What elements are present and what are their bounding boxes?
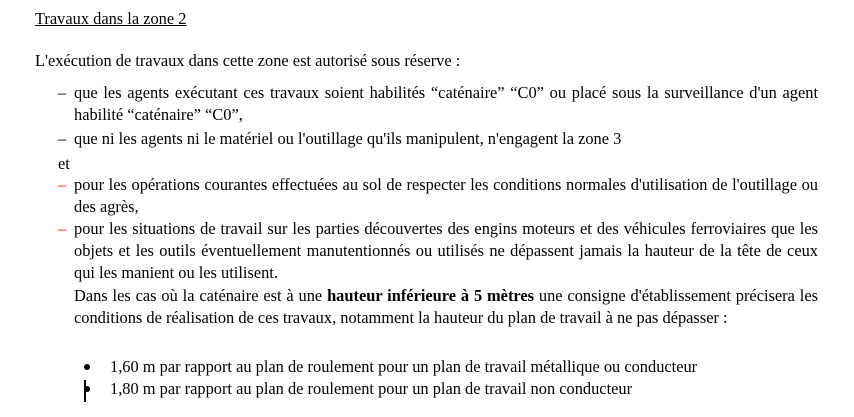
list-item-text: 1,80 m par rapport au plan de roulement pour un plan de travail non conducteur: [110, 379, 633, 398]
condition-text: que les agents exécutant ces travaux soient habilités “caténaire” “C0” ou placé sous la surveillance d'un agent habilité “caténaire” “C0”,: [74, 83, 818, 124]
condition-text: que ni les agents ni le matériel ou l'outillage qu'ils manipulent, n'engagent la zone 3: [74, 129, 622, 148]
dash-marker: –: [58, 129, 67, 148]
paragraph-text-before: Dans les cas où la caténaire est à une: [74, 286, 328, 305]
section-heading: Travaux dans la zone 2: [35, 9, 187, 28]
paragraph-bold-text: hauteur inférieure à 5 mètres: [327, 286, 535, 305]
intro-sentence: L'exécution de travaux dans cette zone est autorisé sous réserve :: [35, 51, 461, 70]
paragraph-text-after: une consigne d'établissement précisera les conditions de réalisation de ces travaux, notamment la hauteur du plan de travail à ne pas dépasser :: [74, 286, 818, 327]
list-item-text: 1,60 m par rapport au plan de roulement pour un plan de travail métallique ou conducteur: [110, 357, 698, 376]
condition-item: [58, 128, 818, 150]
height-paragraph: [74, 285, 818, 329]
connector-word: et: [58, 154, 70, 173]
condition-text: pour les situations de travail sur les parties découvertes des engins moteurs et des véhicules ferroviaires que les objets et les outils éventuellement manutentionnés ou utilisés ne dépassent jamais la hauteur de la tête de ceux qui les manient ou les utilisent.: [74, 219, 818, 282]
red-dash-marker: –: [58, 175, 67, 194]
additional-condition-item: [58, 218, 818, 284]
additional-condition-item: [58, 174, 818, 218]
text-cursor-icon: [84, 380, 86, 402]
red-dash-marker: –: [58, 219, 67, 238]
bullet-dot-icon: [84, 364, 90, 370]
condition-item: [58, 82, 818, 126]
condition-text: pour les opérations courantes effectuées au sol de respecter les conditions normales d'utilisation de l'outillage ou des agrès,: [74, 175, 818, 216]
dash-marker: –: [58, 83, 67, 102]
